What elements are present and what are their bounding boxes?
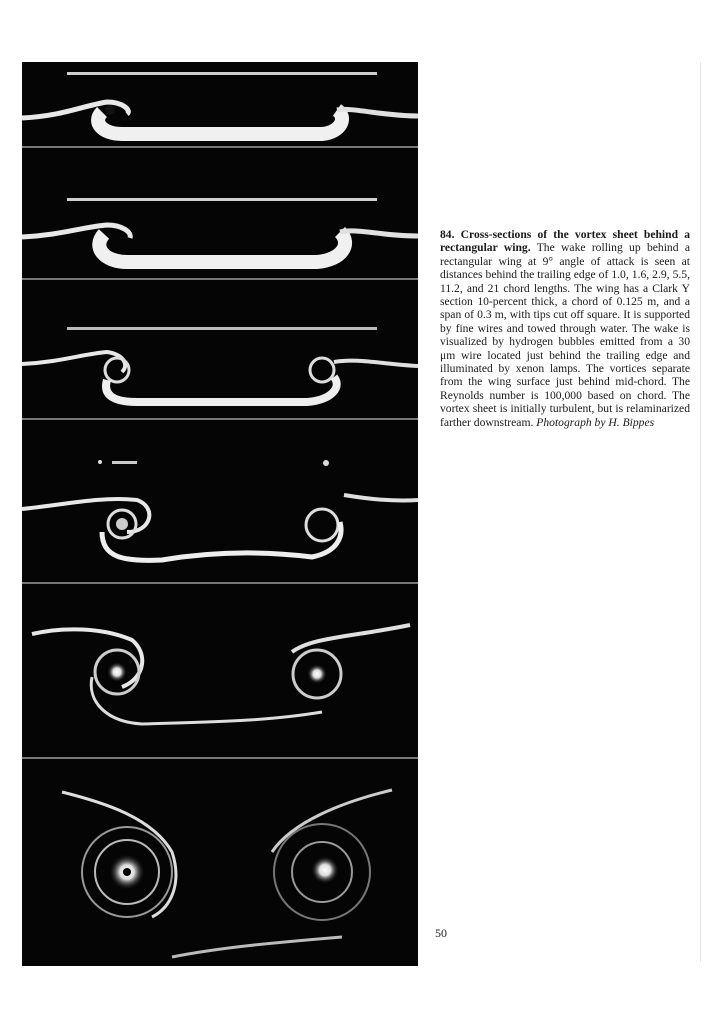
photo-panel-2 <box>22 198 418 280</box>
photo-credit: Photograph by H. Bippes <box>536 415 655 429</box>
figure-title: Cross-sections of the vortex sheet behind a rectangular wing. <box>440 228 690 255</box>
vortex-sheet-photograph <box>22 62 418 966</box>
photo-panel-3 <box>22 327 418 420</box>
photo-panel-4 <box>22 460 418 584</box>
page-edge <box>700 62 701 962</box>
photo-panel-5 <box>22 625 418 759</box>
photo-panels <box>22 62 418 966</box>
figure-number: 84. <box>440 228 455 241</box>
photo-panel-6 <box>62 790 392 957</box>
photo-panel-1 <box>22 72 418 148</box>
figure-caption <box>440 228 690 429</box>
figure-body-text: The wake rolling up behind a rectangular wing at 9° angle of attack is seen at distances behind the trailing edge of 1.0, 1.6, 2.9, 5.5, 11.2, and 21 chord lengths. The wing has a Clark Y section 10-percent thick, a chord of 0.125 m, and a span of 0.3 m, with tips cut off square. It is supported by fine wires and towed through water. The wake is visualized by hydrogen bubbles emitted from a 30 μm wire located just behind the trailing edge and illuminated by xenon lamps. The vortices separate from the wing surface just behind mid-chord. The Reynolds number is 100,000 based on chord. The vortex sheet is initially turbulent, but is relaminarized farther downstream. <box>440 241 690 429</box>
page-number: 50 <box>435 926 447 940</box>
